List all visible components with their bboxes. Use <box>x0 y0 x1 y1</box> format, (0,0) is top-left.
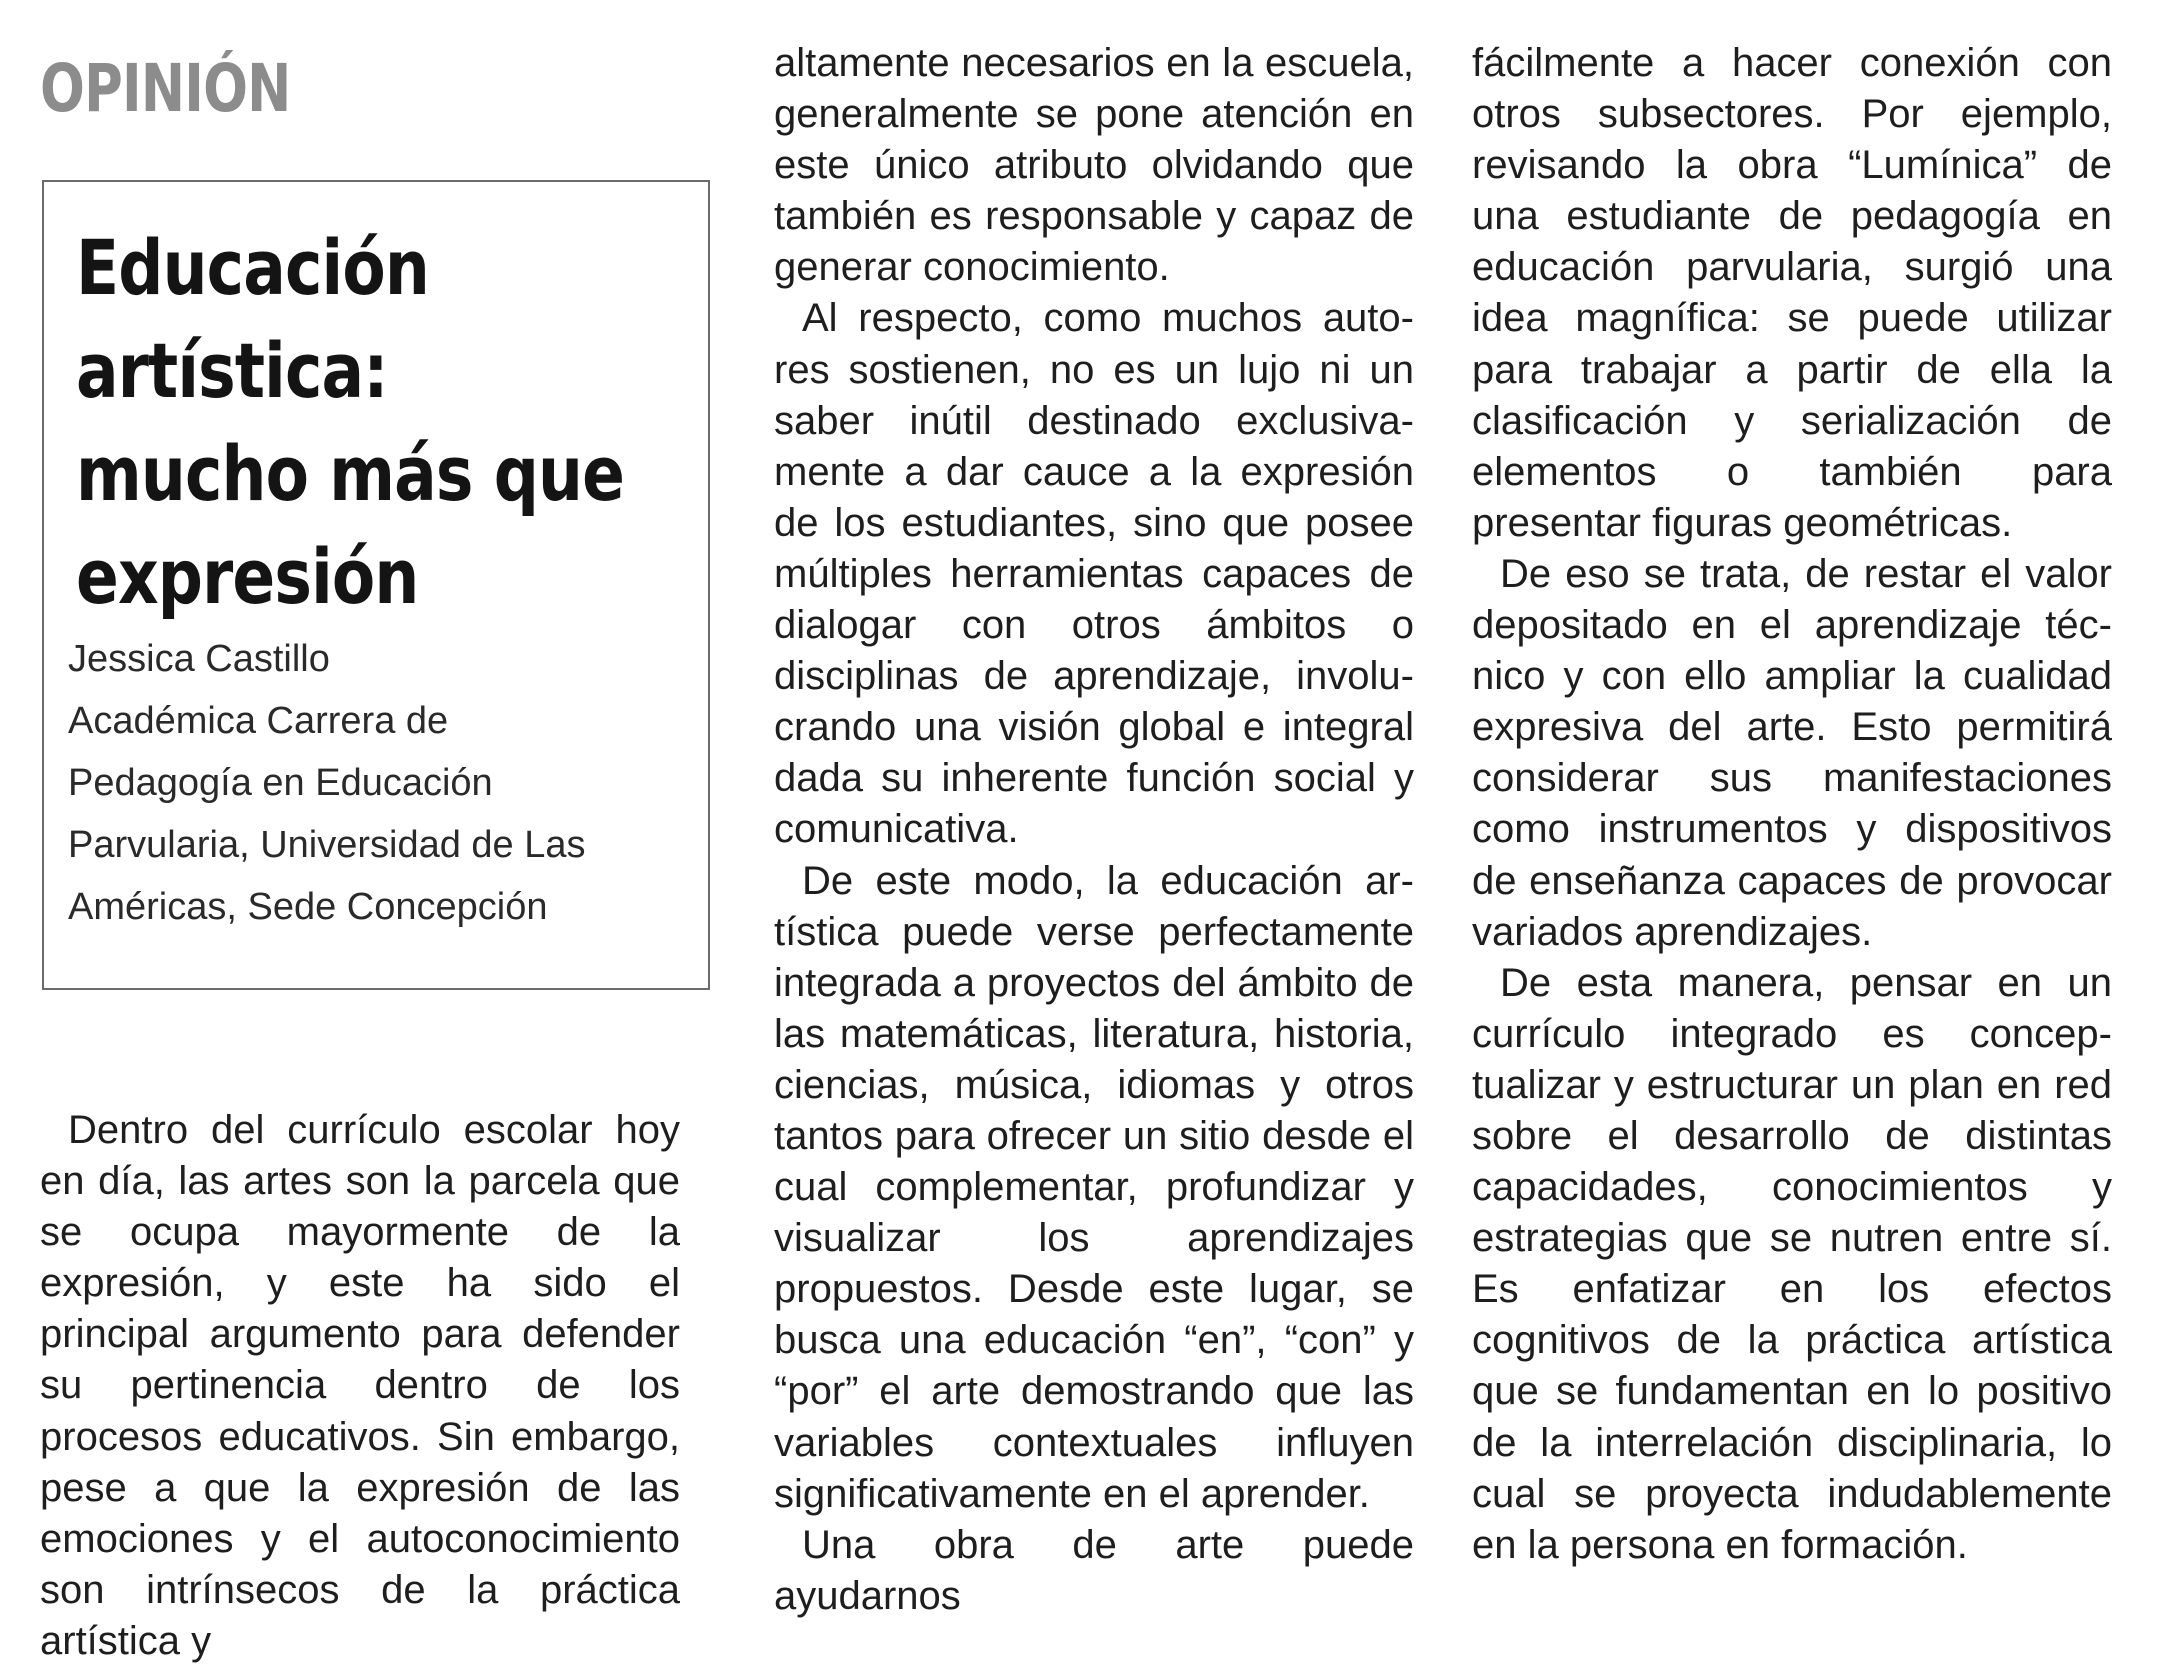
body-paragraph: altamente necesarios en la escuela, generalmente se pone atención en este único atributo olvidando que también es responsable y capaz de generar conocimiento. <box>774 41 1414 290</box>
headline-line: expresión <box>76 532 419 621</box>
author-byline <box>68 628 586 938</box>
body-paragraph: fácilmente a hacer conexión con otros subsectores. Por ejemplo, revisando la obra “Lumínica” de una estudiante de pedagogía en educación parvularia, surgió una idea magnífica: se puede utilizar para trabajar a partir de ella la clasificación y serialización de elementos o también para presentar figuras geométricas. <box>1472 41 2112 545</box>
body-paragraph: Una obra de arte puede ayudarnos <box>774 1522 1414 1618</box>
author-role: Pedagogía en Educación <box>68 762 493 804</box>
headline-line: mucho más que <box>76 429 625 518</box>
author-role: Parvularia, Universidad de Las <box>68 824 586 866</box>
body-paragraph: De este modo, la educación artística puede verse perfectamente integrada a proyectos del ámbito de las matemáticas, literatura, historia, ciencias, música, idiomas y otros tantos para ofrecer un sitio desde el cual complementar, profundizar y visualizar los aprendizajes propuestos. Desde este lugar, se busca una educación “en”, “con” y “por” el arte demostrando que las variables contextuales influyen significativamente en el aprender. <box>774 858 1414 1516</box>
section-label: OPINIÓN <box>40 50 291 127</box>
body-paragraph: De eso se trata, de restar el valor depositado en el aprendizaje técnico y con ello ampliar la cualidad expresiva del arte. Esto permitirá considerar sus manifestaciones como instrumentos y dispositivos de enseñanza capaces de provocar variados aprendizajes. <box>1472 551 2112 954</box>
body-paragraph: Dentro del currículo escolar hoy en día, las artes son la parcela que se ocupa mayormente de la expresión, y este ha sido el principal argumento para defender su pertinencia dentro de los procesos educativos. Sin embargo, pese a que la expresión de las emociones y el autoconocimiento son intrínsecos de la práctica artística y <box>40 1108 680 1663</box>
author-role: Académica Carrera de <box>68 700 449 742</box>
body-paragraph: De esta manera, pensar en un currículo integrado es conceptualizar y estructurar un plan en red sobre el desarrollo de distintas capacidades, conocimientos y estrategias que se nutren entre sí. Es enfatizar en los efectos cognitivos de la práctica artística que se fundamentan en lo positivo de la interrelación disciplinaria, lo cual se proyecta indudablemente en la persona en formación. <box>1472 960 2112 1567</box>
headline-box <box>42 180 710 990</box>
headline-line: artística: <box>76 326 388 415</box>
author-role: Américas, Sede Concepción <box>68 886 548 928</box>
body-paragraph: Al respecto, como muchos autores sostienen, no es un lujo ni un saber inútil destinado exclusivamente a dar cauce a la expresión de los estudiantes, sino que posee múltiples herramientas capaces de dialogar con otros ámbitos o disciplinas de aprendizaje, involucrando una visión global e integral dada su inherente función social y comunicativa. <box>774 296 1414 852</box>
author-name: Jessica Castillo <box>68 638 330 680</box>
article-headline <box>76 216 624 628</box>
article-column-3 <box>1472 38 2112 1571</box>
article-column-2 <box>774 38 1414 1622</box>
article-column-1 <box>40 1105 680 1667</box>
headline-line: Educación <box>76 223 429 312</box>
